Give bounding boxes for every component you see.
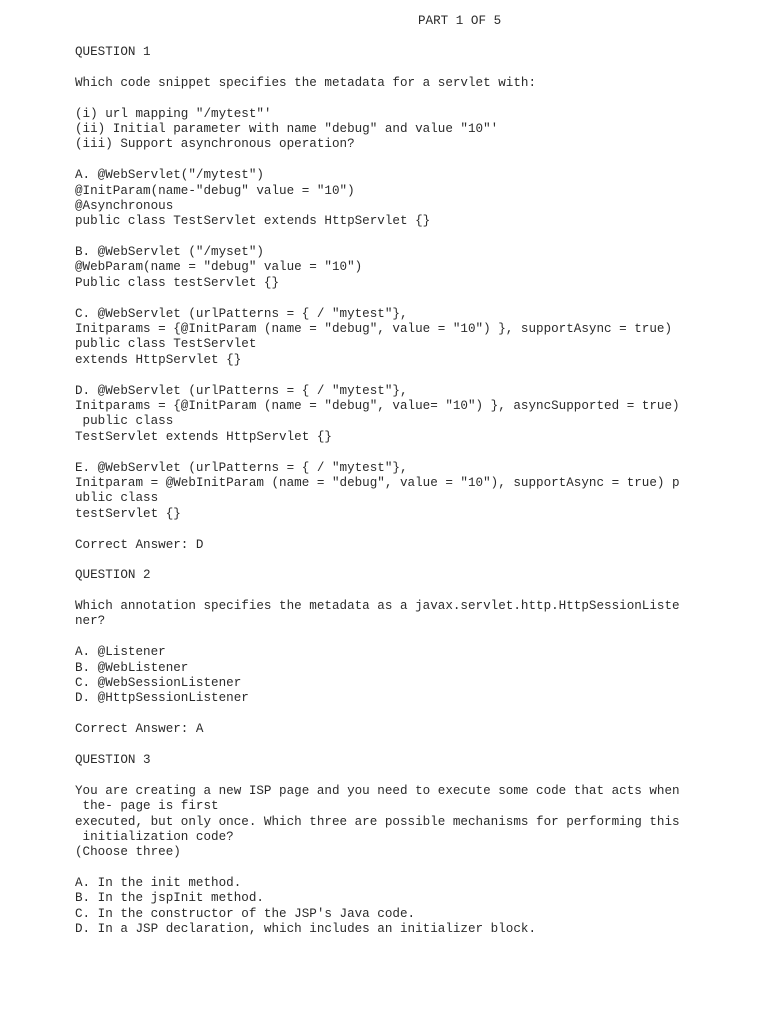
question-3	[75, 753, 755, 938]
option-a	[75, 168, 755, 230]
option-line: B. @WebServlet ("/myset")	[75, 245, 264, 260]
option-line: Initparams = {@InitParam (name = "debug", value = "10") }, supportAsync = true)	[75, 322, 673, 337]
question-1	[75, 45, 755, 568]
option-line: E. @WebServlet (urlPatterns = { / "mytest"},	[75, 460, 408, 475]
question-prompt-line: Which code snippet specifies the metadata for a servlet with:	[75, 75, 537, 90]
question-title: QUESTION 2	[75, 568, 151, 583]
page-header: PART 1 OF 5	[418, 14, 502, 28]
option-d: D. In a JSP declaration, which includes an initializer block.	[75, 922, 537, 937]
option-line: C. @WebServlet (urlPatterns = { / "mytest"},	[75, 306, 408, 321]
condition-line: (ii) Initial parameter with name "debug" and value "10"'	[75, 121, 499, 136]
option-line: extends HttpServlet {}	[75, 352, 242, 367]
question-prompt-line: ner?	[75, 614, 106, 629]
option-e	[75, 461, 755, 523]
correct-answer: Correct Answer: D	[75, 537, 204, 552]
option-d	[75, 384, 755, 446]
question-prompt-line: the- page is first	[75, 799, 219, 814]
option-c: C. @WebSessionListener	[75, 676, 242, 691]
document-content	[75, 45, 755, 938]
option-line: D. @WebServlet (urlPatterns = { / "mytest"},	[75, 383, 408, 398]
option-line: A. @WebServlet("/mytest")	[75, 168, 264, 183]
option-line: Public class testServlet {}	[75, 275, 280, 290]
option-line: @Asynchronous	[75, 198, 174, 213]
option-line: public class TestServlet	[75, 337, 257, 352]
option-a: A. @Listener	[75, 645, 166, 660]
option-line: Initparams = {@InitParam (name = "debug", value= "10") }, asyncSupported = true)	[75, 398, 680, 413]
option-d: D. @HttpSessionListener	[75, 691, 249, 706]
option-line: public class	[75, 414, 174, 429]
question-title: QUESTION 3	[75, 752, 151, 767]
option-b	[75, 245, 755, 291]
question-prompt-line: (Choose three)	[75, 845, 181, 860]
option-line: public class TestServlet extends HttpServlet {}	[75, 214, 431, 229]
option-line: @InitParam(name-"debug" value = "10")	[75, 183, 355, 198]
question-title: QUESTION 1	[75, 45, 151, 59]
option-c	[75, 307, 755, 369]
option-line: @WebParam(name = "debug" value = "10")	[75, 260, 363, 275]
option-b: B. In the jspInit method.	[75, 891, 264, 906]
option-line: ublic class	[75, 491, 159, 506]
option-line: Initparam = @WebInitParam (name = "debug", value = "10"), supportAsync = true) p	[75, 475, 680, 490]
option-c: C. In the constructor of the JSP's Java code.	[75, 906, 416, 921]
question-prompt-line: executed, but only once. Which three are possible mechanisms for performing this	[75, 814, 680, 829]
option-line: testServlet {}	[75, 506, 181, 521]
question-prompt-line: Which annotation specifies the metadata as a javax.servlet.http.HttpSessionListe	[75, 599, 680, 614]
condition-line: (iii) Support asynchronous operation?	[75, 137, 355, 152]
question-prompt-line: initialization code?	[75, 829, 234, 844]
option-b: B. @WebListener	[75, 660, 189, 675]
option-a: A. In the init method.	[75, 876, 242, 891]
question-2	[75, 568, 755, 753]
option-line: TestServlet extends HttpServlet {}	[75, 429, 332, 444]
question-prompt-line: You are creating a new ISP page and you need to execute some code that acts when	[75, 783, 680, 798]
condition-line: (i) url mapping "/mytest"'	[75, 106, 272, 121]
correct-answer: Correct Answer: A	[75, 722, 204, 737]
